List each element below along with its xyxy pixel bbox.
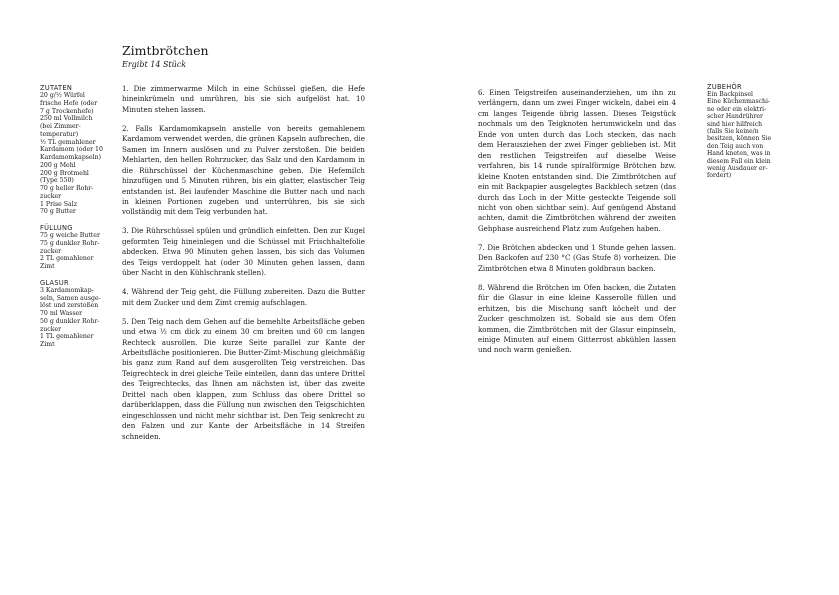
ingredient-line: 70 g Butter [40,208,76,216]
ingredient-line: 3 Kardamomkap- [40,286,94,294]
method-column-left [122,84,365,451]
equipment-line: sind hier hilfreich [707,120,763,128]
ingredient-line: (Type 550) [40,177,74,185]
ingredient-line: temperatur) [40,130,79,138]
ingredient-line: 75 g weiche Butter [40,232,100,239]
equipment-line: besitzen, können Sie [707,135,772,143]
ingredients-fuellung [40,224,118,271]
fuellung-heading: FÜLLUNG [40,224,73,232]
ingredient-line: 50 g dunkler Rohr- [40,317,100,325]
ingredient-line: zucker [40,192,62,200]
zutaten-heading: ZUTATEN [40,84,73,92]
equipment-line: ne oder ein elektri- [707,105,767,113]
ingredient-line: löst und zerstoßen [40,302,99,310]
ingredient-line: 75 g dunkler Rohr- [40,239,100,247]
ingredient-line: zucker [40,247,62,255]
equipment-line: Eine Küchenmaschi- [707,98,770,106]
ingredient-line: 200 g Mehl [40,161,76,169]
ingredient-line: (bei Zimmer- [40,123,81,130]
ingredient-line: ½ TL gemahlener [40,138,96,146]
method-step-1: 1. Die zimmerwarme Milch in eine Schüssel gießen, die Hefe hineinkrümeln und umrühren, bis sie sich aufgelöst hat. 10 Minuten stehen lassen. [122,84,365,114]
method-step-3: 3. Die Rührschüssel spülen und gründlich einfetten. Den zur Kugel geformten Teig hineinlegen und die Schüssel mit Frischhaltefolie abdecken. Etwa 90 Minuten gehen lassen, bis sich das Volumen des Teigs verdoppelt hat (oder 30 Minuten gehen lassen, dann über Nacht in den Kühlschrank stellen). [122,226,365,278]
ingredient-line: 1 Prise Salz [40,200,77,208]
ingredient-line: 250 ml Vollmilch [40,115,93,123]
ingredients-column [40,84,118,357]
recipe-yield: Ergibt 14 Stück [122,60,187,69]
method-step-7: 7. Die Brötchen abdecken und 1 Stunde gehen lassen. Den Backofen auf 230 °C (Gas Stufe 8) vorheizen. Die Zimtbrötchen etwa 8 Minuten goldbraun backen. [478,242,676,273]
glasur-heading: GLASUR [40,278,69,287]
equipment-sidebar [707,83,793,180]
ingredient-line: Zimt [40,263,55,270]
ingredient-line: Kardamomkapseln) [40,154,101,161]
equipment-line: wenig Ausdauer er- [707,165,768,173]
ingredient-line: zucker [40,325,62,333]
zubehoer-heading: ZUBEHÖR [707,83,742,91]
ingredient-line: frische Hefe (oder [40,99,98,107]
recipe-title: Zimtbrötchen [122,43,209,58]
method-step-8: 8. Während die Brötchen im Ofen backen, die Zutaten für die Glasur in eine kleine Kasserolle füllen und erhitzen, bis die Mischung sanft köchelt und der Zucker geschmolzen ist. Sobald sie aus dem Ofen kommen, die Zimtbrötchen mit der Glasur einpinseln, einige Minuten auf einem Gitterrost abkühlen lassen und noch warm genießen. [478,282,676,355]
ingredient-line: 70 ml Wasser [40,310,83,317]
equipment-line: den Teig auch von [707,142,764,150]
equipment-line: Ein Backpinsel [707,91,753,98]
method-step-4: 4. Während der Teig geht, die Füllung zubereiten. Dazu die Butter mit dem Zucker und dem Zimt cremig aufschlagen. [122,287,365,307]
ingredient-line: seln, Samen ausge- [40,294,101,302]
ingredient-line: 2 TL gemahlener [40,255,94,263]
ingredient-line: Kardamom (oder 10 [40,146,103,154]
ingredient-line: 20 g/½ Würfel [40,92,85,99]
method-column-right [478,88,676,364]
ingredient-line: Zimt [40,341,55,348]
ingredient-line: 200 g Brotmehl [40,169,89,177]
ingredient-line: 70 g heller Rohr- [40,185,94,192]
ingredient-line: 1 TL gemahlener [40,333,94,341]
equipment-line: (falls Sie keine/n [707,128,759,136]
equipment-line: scher Handrührer [707,113,763,121]
equipment-line: diesem Fall ein klein [707,157,771,165]
method-step-2: 2. Falls Kardamomkapseln anstelle von bereits gemahlenem Kardamom verwendet werden, die grünen Kapseln aufbrechen, die Samen im Innern auslösen und zu Pulver zerstoßen. Die beiden Mehlarten, den hellen Rohrzucker, das Salz und den Kardamom in die Rührschüssel der Küchenmaschine geben. Die Hefemilch hinzufügen und 5 Minuten rühren, bis ein glatter, elastischer Teig entstanden ist. Bei laufender Maschine die Butter nach und nach in kleinen Portionen zugeben und unterrühren, bis sie sich vollständig mit dem Teig verbunden hat. [122,123,365,217]
equipment-line: Hand kneten, was in [707,150,771,158]
ingredient-line: 7 g Trockenhefe) [40,107,94,115]
ingredients-zutaten [40,84,118,216]
ingredients-glasur [40,279,118,349]
method-step-5: 5. Den Teig nach dem Gehen auf die bemehlte Arbeitsfläche geben und etwa ½ cm dick zu einem 30 cm breiten und 60 cm langen Rechteck ausrollen. Die kurze Seite parallel zur Kante der Arbeitsfläche positionieren. Die Butter-Zimt-Mischung gleichmäßig bis ganz zum Rand auf dem ausgerollten Teig verstreichen. Das Teigrechteck in drei gleiche Teile einteilen, dann das untere Drittel des Teigrechtecks, das Ihnen am nächsten ist, über das zweite Drittel nach oben klappen, zum Schluss das obere Drittel so darüberklappen, dass die Füllung nun zwischen den Teigschichten eingeschlossen und nicht mehr sichtbar ist. Den Teig senkrecht zu den Falzen und zur Kante der Arbeitsfläche in 14 Streifen schneiden. [122,316,365,441]
equipment-line: fordert) [707,172,732,180]
method-step-6: 6. Einen Teigstreifen auseinanderziehen, um ihn zu verlängern, dann um zwei Finger wickeln, dabei ein 4 cm langes Teigende übrig lassen. Dieses Teigstück nochmals um den Teigknoten herumwickeln und das Ende von unten durch das Loch stecken, das nach dem Herausziehen der zwei Finger geblieben ist. Mit den restlichen Teigstreifen auf dieselbe Weise verfahren, bis 14 runde spiralförmige Brötchen bzw. kleine Knoten entstanden sind. Die Zimtbrötchen auf ein mit Backpapier ausgelegtes Backblech setzen (das durch das Loch in der Mitte gesteckte Teigende soll nicht von oben sichtbar sein). Auf genügend Abstand achten, damit die Zimtbrötchen während der zweiten Gehphase ausreichend Platz zum Aufgehen haben. [478,88,676,233]
